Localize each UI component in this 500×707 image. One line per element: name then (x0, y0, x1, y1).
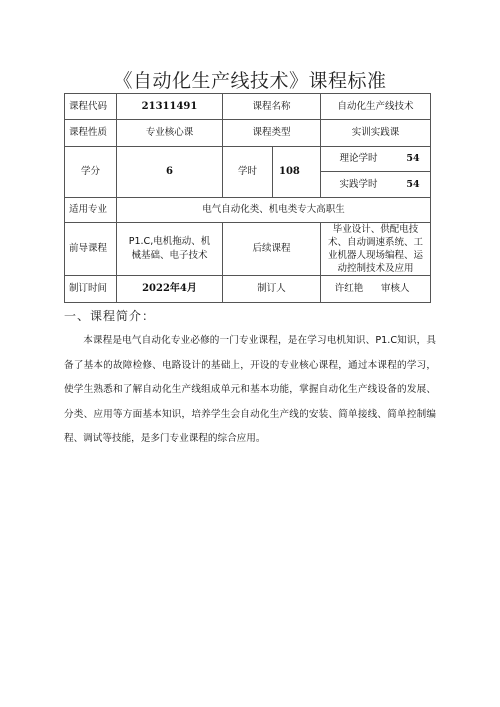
prereq-value: P1.C,电机拖动、机械基础、电子技术 (117, 223, 223, 276)
table-row (65, 276, 431, 303)
author-label: 制订人 (223, 276, 321, 303)
document-title: 《自动化生产线技术》课程标准 (113, 70, 387, 92)
practice-hours-value: 54 (406, 178, 420, 190)
revision-time-label: 制订时间 (65, 276, 117, 303)
practice-hours-label: 实践学时 (339, 178, 378, 190)
course-name-label: 课程名称 (223, 94, 321, 120)
table-row (65, 147, 431, 172)
section-heading: 一、课程简介： (64, 309, 156, 323)
course-code-label: 课程代码 (65, 94, 117, 120)
hours-value: 108 (273, 147, 321, 198)
reviewer-label: 审核人 (381, 283, 410, 294)
theory-hours-value: 54 (406, 153, 420, 164)
theory-hours-label: 理论学时 (339, 153, 378, 164)
credit-value: 6 (117, 147, 223, 198)
revision-time-value: 2022年4月 (117, 276, 223, 303)
course-nature-label: 课程性质 (65, 120, 117, 147)
followup-label: 后续课程 (223, 223, 321, 276)
table-row (65, 120, 431, 147)
major-label: 适用专业 (65, 198, 117, 223)
intro-paragraph: 本课程是电气自动化专业必修的一门专业课程，是在学习电机知识、P1.C知识，具备了基本的故障检修、电路设计的基础上，开设的专业核心课程，通过本课程的学习，使学生熟悉和了解自动化生产线组成单元和基本功能，掌握自动化生产线设备的发展、分类、应用等方面基本知识，培养学生会自动化生产线的安装、简单接线、简单控制编程、调试等技能，是多门专业课程的综合应用。 (64, 335, 436, 445)
course-info-table (64, 93, 431, 303)
course-type-value: 实训实践课 (321, 120, 431, 147)
course-type-label: 课程类型 (223, 120, 321, 147)
author-value: 许红艳 (334, 283, 364, 294)
table-row (65, 198, 431, 223)
course-name-value: 自动化生产线技术 (321, 94, 431, 120)
hours-label: 学时 (223, 147, 273, 198)
course-code-value: 21311491 (117, 94, 223, 120)
table-row (65, 94, 431, 120)
credit-label: 学分 (65, 147, 117, 198)
followup-value: 毕业设计、供配电技术、自动调速系统、工业机器人现场编程、运动控制技术及应用 (321, 223, 431, 276)
table-row (65, 223, 431, 276)
course-nature-value: 专业核心课 (117, 120, 223, 147)
major-value: 电气自动化类、机电类专大高职生 (117, 198, 431, 223)
prereq-label: 前导课程 (65, 223, 117, 276)
